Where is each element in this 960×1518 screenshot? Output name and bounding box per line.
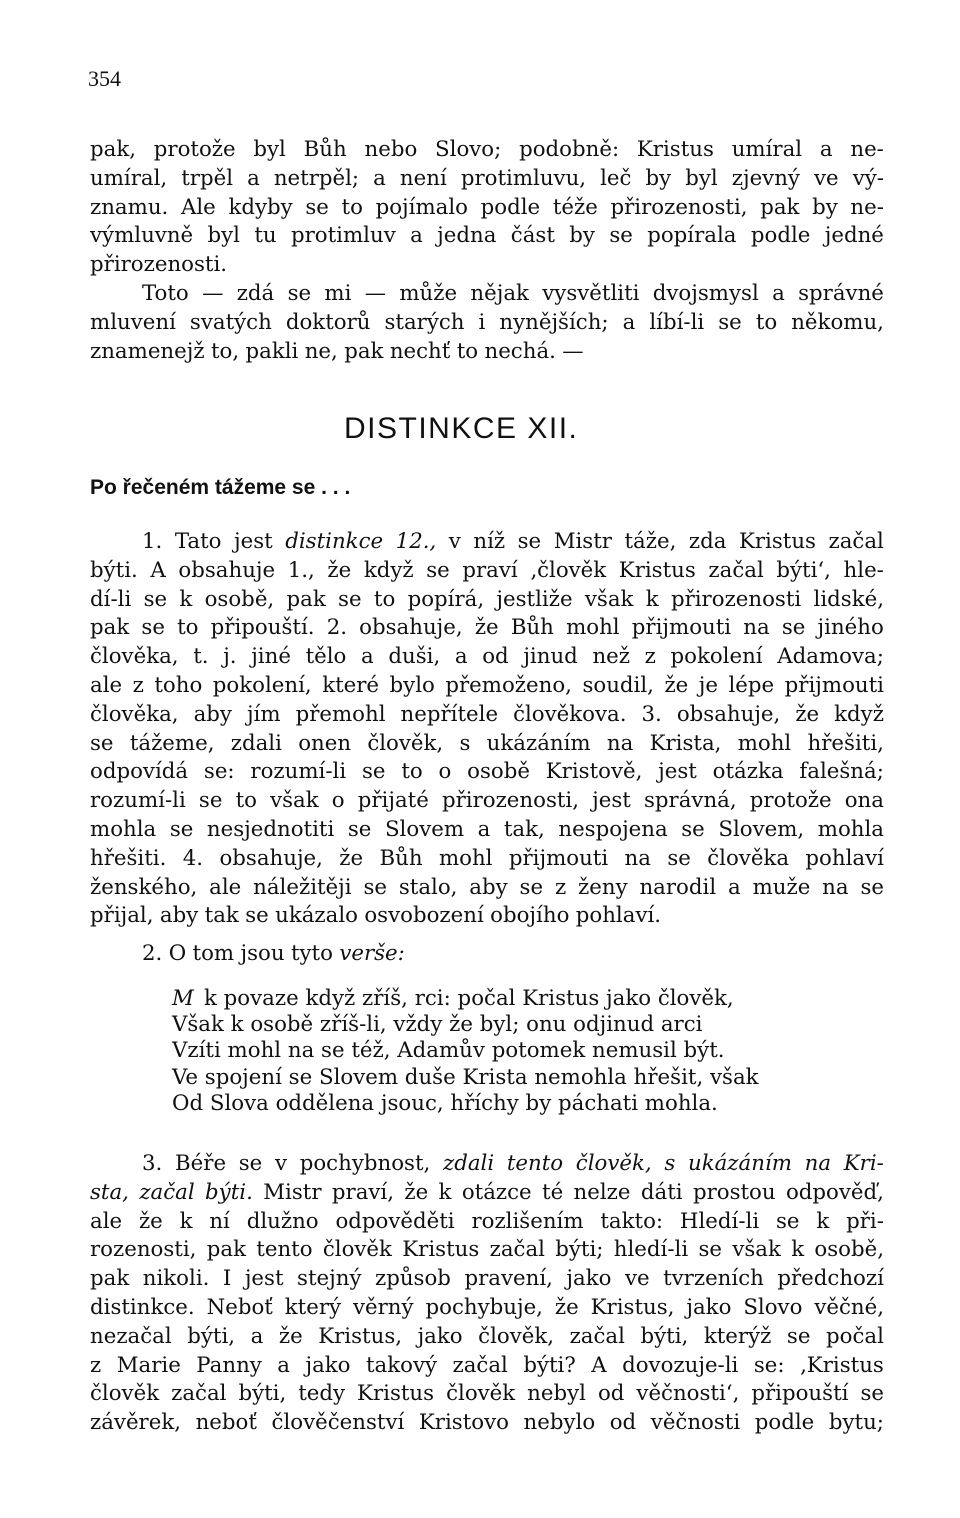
- section-1: [90, 528, 884, 931]
- text-line: distinkce. Neboť který věrný pochybuje, že Kristus, jako Slovo věčné,: [90, 1294, 884, 1320]
- text-line: dí-li se k osobě, pak se to popírá, jestliže však k přirozenosti lidské,: [90, 586, 884, 612]
- text-line: přirozenosti.: [90, 252, 228, 278]
- text-line: znamu. Ale kdyby se to pojímalo podle téže přirozenosti, pak by ne-: [90, 194, 884, 220]
- text-line: mluvení svatých doktorů starých i nynějších; a líbí-li se to někomu,: [90, 309, 884, 335]
- text-line: pak, protože byl Bůh nebo Slovo; podobně: Kristus umíral a ne-: [90, 137, 884, 162]
- text-line: 1. Tato jest distinkce 12., v níž se Mistr táže, zda Kristus začal: [142, 529, 884, 554]
- verse-line: Od Slova oddělena jsouc, hříchy by páchati mohla.: [172, 1090, 718, 1116]
- section-3: [90, 1150, 884, 1438]
- text-line: rozumí-li se to však o přijaté přirozenosti, jest správná, protože ona: [90, 788, 884, 814]
- text-line: se tážeme, zdali onen člověk, s ukázáním na Krista, mohl hřešiti,: [90, 730, 884, 756]
- run-in-heading: Po řečeném tážeme se . . .: [90, 476, 351, 499]
- text-line: výmluvně byl tu protimluv a jedna část by se popírala podle jedné: [90, 223, 884, 249]
- verse-block: [172, 986, 892, 1117]
- text-line: pak nikoli. I jest stejný způsob pravení, jako ve tvrzeních předchozí: [90, 1266, 884, 1292]
- text-line: ženského, ale náležitěji se stalo, aby se z ženy narodil a muže na se: [90, 874, 884, 900]
- text-line: přijal, aby tak se ukázalo osvobození obojího pohlaví.: [90, 903, 662, 929]
- text-line: rozenosti, pak tento člověk Kristus začal býti; hledí-li se však k osobě,: [90, 1237, 884, 1263]
- verse-line: Ve spojení se Slovem duše Krista nemohla hřešit, však: [172, 1064, 759, 1090]
- text-line: znamenejž to, pakli ne, pak nechť to nechá. —: [90, 338, 584, 364]
- text-line: 3. Béře se v pochybnost, zdali tento člověk, s ukázáním na Kri-: [142, 1151, 884, 1176]
- verse-line: [172, 986, 892, 1012]
- text-line: mohla se nesjednotiti se Slovem a tak, nespojena se Slovem, mohla: [90, 816, 884, 842]
- verse-text: k povaze když zříš, rci: počal Kristus jako člověk,: [204, 986, 734, 1011]
- paragraph-toto: [90, 280, 884, 366]
- section-2: [90, 940, 884, 969]
- text-line: člověk začal býti, tedy Kristus člověk nebyl od věčnosti‘, připouští se: [90, 1381, 884, 1407]
- text-line: býti. A obsahuje 1., že když se praví ‚člověk Kristus začal býti‘, hle-: [90, 557, 884, 583]
- page-number: 354: [88, 66, 121, 91]
- text-line: z Marie Panny a jako takový začal býti? A dovozuje-li se: ‚Kristus: [90, 1352, 884, 1378]
- text-line: sta, začal býti. Mistr praví, že k otázce té nelze dáti prostou odpověď,: [90, 1179, 884, 1205]
- verse-line: Však k osobě zříš-li, vždy že byl; onu odjinud arci: [172, 1012, 703, 1038]
- text-line: hřešiti. 4. obsahuje, že Bůh mohl přijmouti na se člověka pohlaví: [90, 845, 884, 871]
- text-line: ale že k ní dlužno odpověděti rozlišením takto: Hledí-li se k při-: [90, 1208, 884, 1234]
- text-line: nezačal býti, a že Kristus, jako člověk, začal býti, kterýž se počal: [90, 1323, 884, 1349]
- text-line: umíral, trpěl a netrpěl; a není protimluvu, leč by byl zjevný ve vý-: [90, 165, 884, 191]
- text-line: Toto — zdá se mi — může nějak vysvětliti dvojsmysl a správné: [142, 281, 884, 306]
- text-line: pak se to připouští. 2. obsahuje, že Bůh mohl přijmouti na se jiného: [90, 615, 884, 641]
- text-line: ale z toho pokolení, které bylo přemoženo, soudil, že je lépe přijmouti: [90, 672, 884, 698]
- verse-initial: M: [172, 986, 194, 1011]
- text-line: člověka, t. j. jiné tělo a duši, a od jinud než z pokolení Adamova;: [90, 644, 884, 670]
- verse-line: Vzíti mohl na se též, Adamův potomek nemusil být.: [172, 1038, 725, 1064]
- chapter-heading: DISTINKCE XII.: [344, 412, 579, 445]
- paragraph-intro: [90, 136, 884, 280]
- text-line: člověka, aby jím přemohl nepřítele člověkova. 3. obsahuje, že když: [90, 701, 884, 727]
- text-line: odpovídá se: rozumí-li se to o osobě Kristově, jest otázka falešná;: [90, 759, 884, 785]
- text-line: závěrek, neboť člověčenství Kristovo nebylo od věčnosti podle bytu;: [90, 1410, 884, 1436]
- text-line: 2. O tom jsou tyto verše:: [142, 941, 405, 966]
